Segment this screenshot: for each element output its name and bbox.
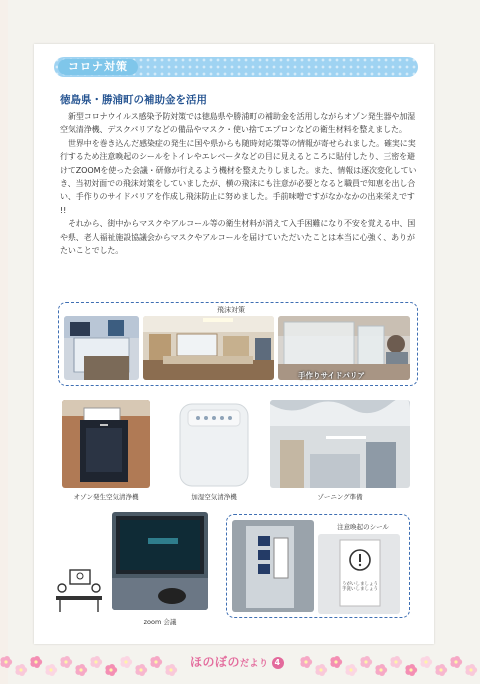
humidifier-caption: 加湿空気清浄機 (191, 493, 237, 501)
warning-sticker-photo (318, 534, 400, 614)
flower-decoration (120, 656, 132, 668)
splash-title: 飛沫対策 (217, 306, 245, 314)
flower-decoration (390, 656, 402, 668)
flower-decoration (360, 656, 372, 668)
paragraph-3: それから、街中からマスクやアルコール等の衛生材料が消えて入手困難になり不安を覚える中、国や県、老人福祉施設協議会からマスクやアルコールを届けていただいたことは本当に心強く、ありがたいことでした。 (60, 219, 416, 256)
article-heading: 徳島県・勝浦町の補助金を活用 (60, 94, 207, 106)
zoning-photo (270, 400, 410, 488)
flower-decoration (345, 664, 357, 676)
office-photo (143, 316, 274, 380)
paragraph-1: 新型コロナウイルス感染予防対策では徳島県や勝浦町の補助金を活用しながらオゾン発生器や加湿空気清浄機、デスクパリアなどの備品やマスク・使い捨てエプロンなどの衛生材料を整えました。 (60, 112, 416, 135)
ozone-generator-photo (62, 400, 150, 488)
flower-decoration (105, 664, 117, 676)
desk-barrier-photo (64, 316, 139, 380)
ozone-caption: オゾン発生空気清浄機 (73, 493, 139, 501)
zoom-meeting-photo (112, 512, 208, 610)
flower-decoration (300, 656, 312, 668)
flower-decoration (135, 664, 147, 676)
flower-decoration (45, 664, 57, 676)
flower-decoration (15, 664, 27, 676)
scan-margin (0, 0, 8, 684)
side-barrier-caption: 手作りサイドパリア (298, 371, 365, 380)
flower-decoration (450, 656, 462, 668)
flower-decoration (30, 656, 42, 668)
sticker-text: うがいしましょう 手洗いしましょう (342, 582, 378, 592)
humidifier-photo (170, 400, 258, 488)
flower-decoration (90, 656, 102, 668)
elevator-panel-photo (232, 520, 314, 612)
sticker-title: 注意喚起のシール (337, 523, 389, 531)
flower-decoration (315, 664, 327, 676)
newsletter-name: ほのぼの (190, 655, 241, 669)
flower-decoration (60, 656, 72, 668)
flower-decoration (375, 664, 387, 676)
flower-decoration (420, 656, 432, 668)
article-body (60, 110, 418, 257)
newsletter-subtitle: だより (240, 659, 269, 669)
meeting-illustration (52, 566, 106, 614)
section-banner (54, 57, 418, 77)
flower-decoration (330, 656, 342, 668)
section-label: コロナ対策 (58, 59, 138, 75)
flower-decoration (0, 656, 12, 668)
zoom-caption: zoom 会議 (143, 618, 177, 626)
flower-decoration (465, 664, 477, 676)
flower-decoration (75, 664, 87, 676)
paragraph-2: 世界中を巻き込んだ感染症の発生に国や県からも随時対応策等の情報が寄せられました。確実に実行するため注意喚起のシールをトイレやエレベータなどの目に見えるところに貼付したり、三密を避けてZOOMを使った会議・研修が行えるよう機材を整えたりしました。また、情報は逐次変化していき、当初対面での飛沫対策をしていましたが、横の飛沫にも注意が必要となると職員で知恵を出し合い、手作りのサイドパリアを作成し飛沫防止に努めました。手前味噌ですがなかなかの出来栄えです !! (60, 138, 417, 215)
flower-decoration (150, 656, 162, 668)
zoning-caption: ゾーニング準備 (317, 493, 363, 501)
newsletter-title (190, 653, 284, 670)
flower-decoration (405, 664, 417, 676)
page-number: 4 (272, 657, 284, 669)
flower-decoration (435, 664, 447, 676)
flower-decoration (165, 664, 177, 676)
